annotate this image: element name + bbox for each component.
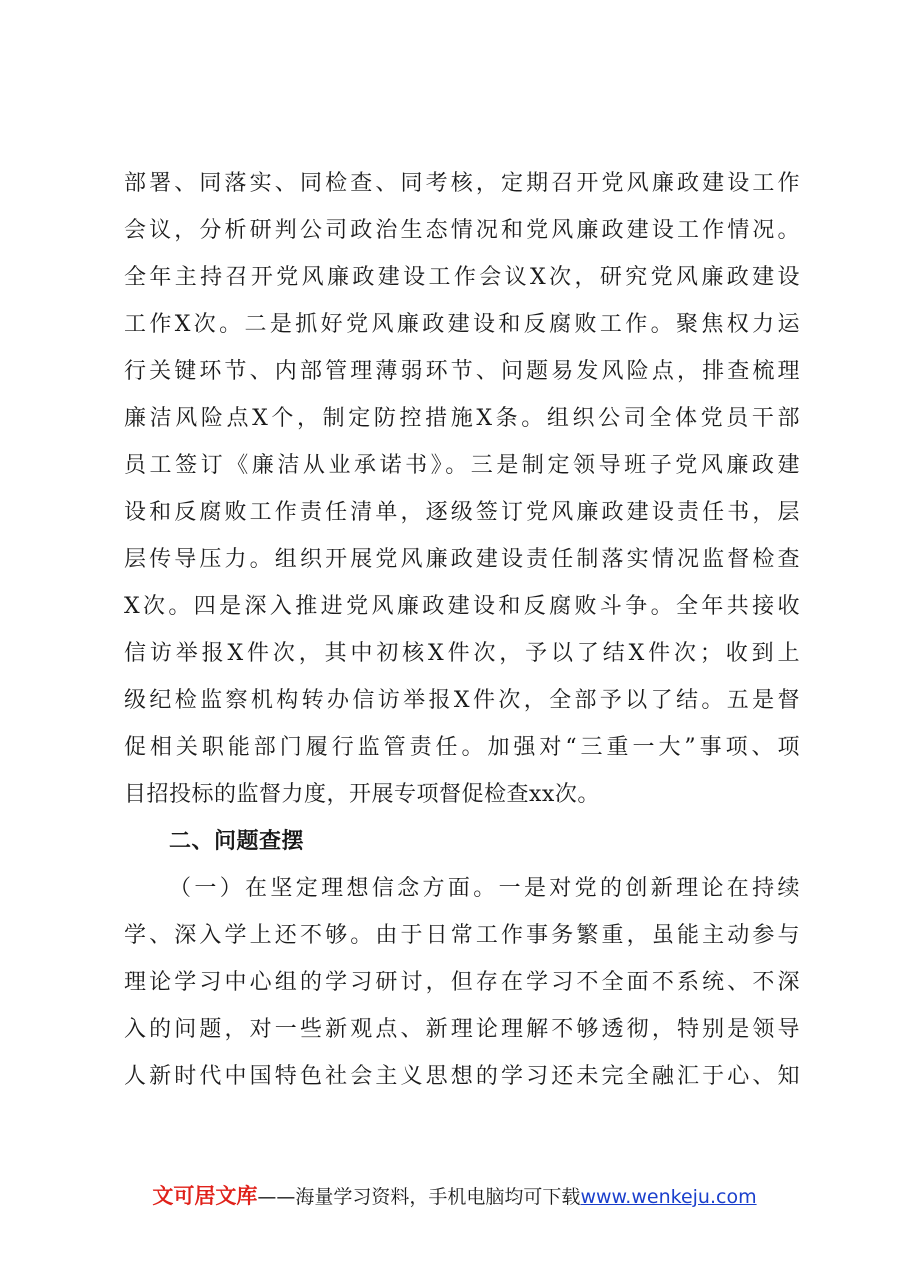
paragraph-line: 全年主持召开党风廉政建设工作会议X次，研究党风廉政建设 bbox=[124, 265, 800, 290]
footer-website-link[interactable]: www.wenkeju.com bbox=[580, 1186, 757, 1208]
paragraph-line: 会议，分析研判公司政治生态情况和党风廉政建设工作情况。 bbox=[124, 218, 800, 243]
paragraph-line: 理论学习中心组的学习研讨，但存在学习不全面不系统、不深 bbox=[124, 970, 800, 995]
paragraph-line: 信访举报X件次，其中初核X件次，予以了结X件次；收到上 bbox=[124, 641, 800, 666]
paragraph-line: 学、深入学上还不够。由于日常工作事务繁重，虽能主动参与 bbox=[124, 923, 800, 948]
paragraph-line: （一）在坚定理想信念方面。一是对党的创新理论在持续 bbox=[169, 876, 800, 901]
paragraph-line: 入的问题，对一些新观点、新理论理解不够透彻，特别是领导 bbox=[124, 1017, 800, 1042]
page-footer bbox=[0, 1180, 909, 1210]
paragraph-line: 设和反腐败工作责任清单，逐级签订党风廉政建设责任书，层 bbox=[124, 500, 800, 525]
paragraph-line: 工作X次。二是抓好党风廉政建设和反腐败工作。聚焦权力运 bbox=[124, 312, 800, 337]
section-heading: 二、问题查摆 bbox=[169, 829, 305, 854]
paragraph-line: 员工签订《廉洁从业承诺书》。三是制定领导班子党风廉政建 bbox=[124, 453, 800, 478]
footer-brand: 文可居文库 bbox=[152, 1184, 258, 1208]
paragraph-line: X次。四是深入推进党风廉政建设和反腐败斗争。全年共接收 bbox=[124, 594, 800, 619]
paragraph-line: 目招投标的监督力度，开展专项督促检查xx次。 bbox=[124, 782, 600, 807]
paragraph-line: 促相关职能部门履行监管责任。加强对“三重一大”事项、项 bbox=[124, 735, 800, 760]
paragraph-line: 行关键环节、内部管理薄弱环节、问题易发风险点，排查梳理 bbox=[124, 359, 800, 384]
footer-tagline: ——海量学习资料，手机电脑均可下载 bbox=[257, 1186, 581, 1208]
document-body bbox=[124, 160, 800, 1100]
paragraph-line: 层传导压力。组织开展党风廉政建设责任制落实情况监督检查 bbox=[124, 547, 800, 572]
paragraph-line: 部署、同落实、同检查、同考核，定期召开党风廉政建设工作 bbox=[124, 171, 800, 196]
paragraph-line: 级纪检监察机构转办信访举报X件次，全部予以了结。五是督 bbox=[124, 688, 800, 713]
paragraph-line: 人新时代中国特色社会主义思想的学习还未完全融汇于心、知 bbox=[124, 1064, 800, 1089]
paragraph-line: 廉洁风险点X个，制定防控措施X条。组织公司全体党员干部 bbox=[124, 406, 800, 431]
